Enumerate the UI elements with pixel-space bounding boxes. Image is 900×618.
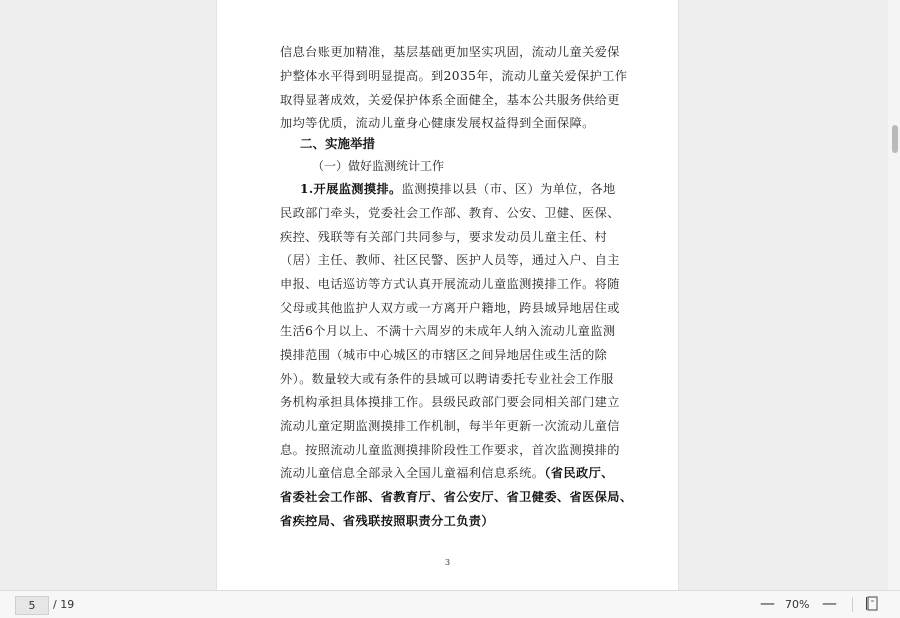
paragraph-line	[280, 465, 632, 481]
fit-page-icon[interactable]	[866, 596, 878, 611]
item-text: 监测摸排以县（市、区）为单位，各地	[401, 182, 616, 196]
current-page-input[interactable]: 5	[15, 596, 49, 615]
paragraph-line: 加均等优质，流动儿童身心健康发展权益得到全面保障。	[280, 116, 595, 130]
paragraph-line: 外）。数量较大或有条件的县域可以聘请委托专业社会工作服	[280, 372, 614, 386]
paragraph-line: 息。按照流动儿童监测摸排阶段性工作要求，首次监测摸排的	[280, 443, 620, 457]
responsible-dept: （省民政厅、	[544, 466, 614, 480]
paragraph-line: 流动儿童定期监测摸排工作机制，每半年更新一次流动儿童信	[280, 419, 620, 433]
paragraph-line: 生活6个月以上、不满十六周岁的未成年人纳入流动儿童监测	[280, 324, 616, 338]
responsible-line: 省疾控局、省残联按照职责分工负责）	[280, 514, 494, 528]
paragraph-line: 疾控、残联等有关部门共同参与，要求发动员儿童主任、村	[280, 230, 608, 244]
paragraph-line: 信息台账更加精准，基层基础更加坚实巩固，流动儿童关爱保	[280, 45, 620, 59]
responsible-line: 省委社会工作部、省教育厅、省公安厅、省卫健委、省医保局、	[280, 490, 632, 504]
page-number: 3	[445, 558, 451, 567]
zoom-level[interactable]: 70%	[785, 598, 810, 611]
paragraph-line: 摸排范围（城市中心城区的市辖区之间异地居住或生活的除	[280, 348, 608, 362]
paragraph-line: 父母或其他监护人双方或一方离开户籍地，跨县域异地居住或	[280, 301, 620, 315]
paragraph-line: 民政部门牵头，党委社会工作部、教育、公安、卫健、医保、	[280, 206, 620, 220]
scrollbar-thumb[interactable]	[892, 125, 898, 153]
toolbar-divider	[852, 597, 853, 612]
paragraph-line: 取得显著成效，关爱保护体系全面健全，基本公共服务供给更	[280, 93, 620, 107]
zoom-out-button[interactable]: —	[760, 594, 775, 612]
item-text: 流动儿童信息全部录入全国儿童福利信息系统。	[280, 466, 545, 480]
section-heading: 二、实施举措	[300, 136, 376, 151]
paragraph-line: 护整体水平得到明显提高。到2035年，流动儿童关爱保护工作	[280, 69, 628, 83]
paragraph-line: 申报、电话巡访等方式认真开展流动儿童监测摸排工作。将随	[280, 277, 620, 291]
paragraph-line: （居）主任、教师、社区民警、医护人员等，通过入户、自主	[280, 253, 620, 267]
status-bar	[0, 590, 900, 618]
item-label: 1.开展监测摸排。	[300, 182, 402, 196]
paragraph-line: 务机构承担具体摸排工作。县级民政部门要会同相关部门建立	[280, 395, 620, 409]
item-first-line	[300, 181, 632, 197]
total-pages: / 19	[53, 598, 75, 611]
pdf-page	[217, 0, 678, 590]
vertical-scrollbar[interactable]	[888, 0, 900, 590]
subsection-heading: （一）做好监测统计工作	[312, 159, 445, 173]
zoom-in-button[interactable]: —	[822, 594, 837, 612]
